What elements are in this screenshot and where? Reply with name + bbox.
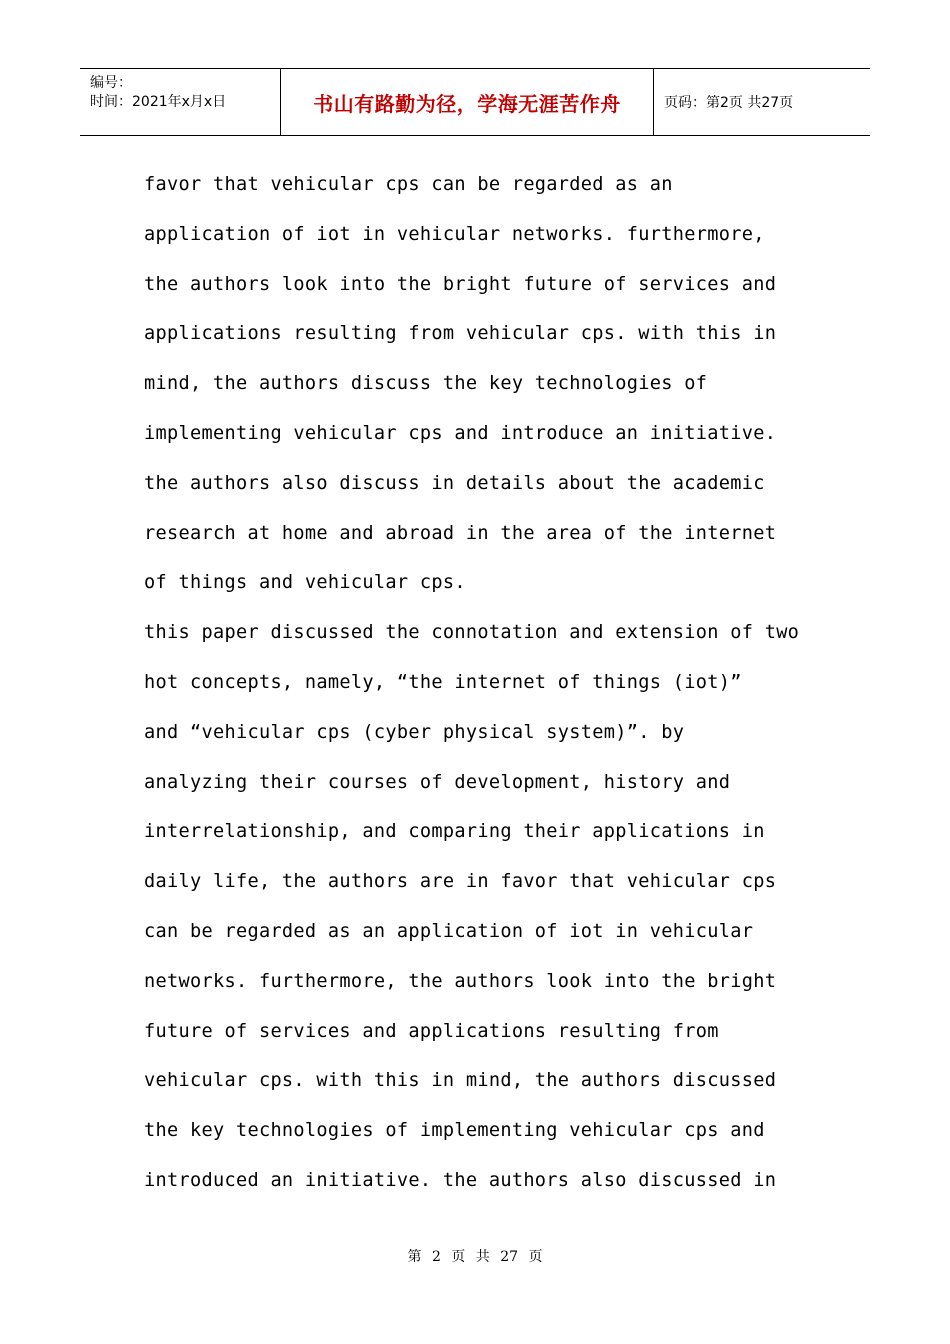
body-line: vehicular cps. with this in mind, the authors discussed: [144, 1070, 777, 1092]
document-number-label: 编号：: [90, 75, 132, 91]
body-line: application of iot in vehicular networks. furthermore,: [144, 223, 765, 245]
body-line: of things and vehicular cps.: [144, 572, 466, 594]
header-motto: 书山有路勤为径，学海无涯苦作舟: [313, 91, 621, 116]
header-page-cell: [654, 69, 870, 135]
page-header: [80, 68, 870, 136]
body-line: applications resulting from vehicular cps. with this in: [144, 323, 777, 345]
body-line: daily life, the authors are in favor that vehicular cps: [144, 871, 777, 893]
header-motto-cell: [281, 69, 654, 135]
body-line: analyzing their courses of development, history and: [144, 771, 731, 793]
body-line: favor that vehicular cps can be regarded as an: [144, 174, 673, 195]
body-line: the authors look into the bright future of services and: [144, 273, 777, 295]
document-body: [144, 160, 824, 1206]
body-line: future of services and applications resulting from: [144, 1020, 719, 1042]
header-meta-cell: [80, 69, 281, 135]
body-line: the key technologies of implementing vehicular cps and: [144, 1120, 765, 1142]
body-line: mind, the authors discuss the key technologies of: [144, 373, 708, 395]
body-line: and “vehicular cps (cyber physical system)”. by: [144, 721, 685, 743]
body-line: this paper discussed the connotation and extension of two: [144, 622, 800, 644]
body-line: interrelationship, and comparing their applications in: [144, 821, 765, 843]
body-line: hot concepts, namely, “the internet of things (iot)”: [144, 671, 742, 693]
document-time-label: 时间：2021年x月x日: [90, 94, 227, 110]
body-line: introduced an initiative. the authors also discussed in: [144, 1169, 777, 1191]
body-line: can be regarded as an application of iot in vehicular: [144, 920, 754, 942]
body-line: networks. furthermore, the authors look into the bright: [144, 970, 777, 992]
body-line: implementing vehicular cps and introduce an initiative.: [144, 422, 777, 444]
page-footer: 第 2 页 共 27 页: [407, 1249, 543, 1265]
body-line: the authors also discuss in details about the academic: [144, 472, 765, 494]
header-page-code: 页码：第2页 共27页: [664, 95, 794, 111]
body-line: research at home and abroad in the area of the internet: [144, 522, 777, 544]
